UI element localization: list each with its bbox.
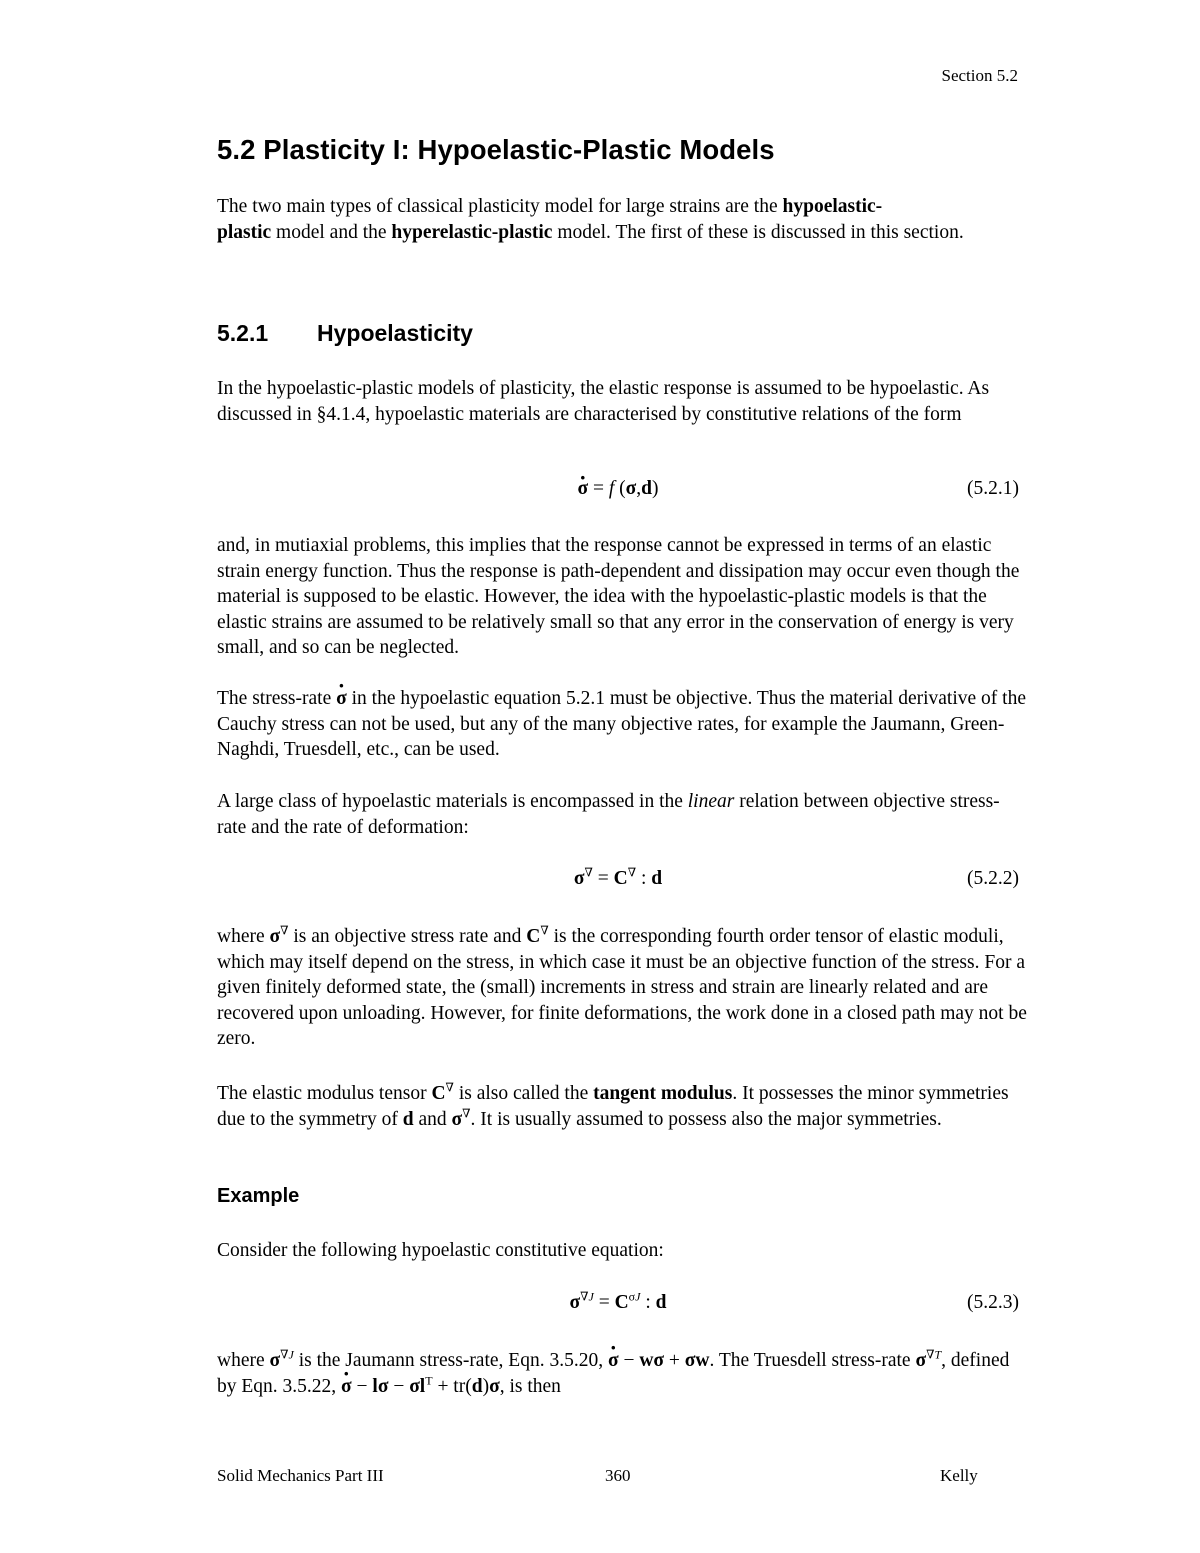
equation-number: (5.2.2)	[967, 868, 1019, 889]
paragraph-3: The stress-rate · σ in the hypoelastic equation 5.2.1 must be objective. Thus the material derivative of the Cauchy stress can not be used, but any of the many objective rates, for example the Jaumann, Green-Naghdi, Truesdell, etc., can be used.	[217, 686, 1027, 763]
equation-expression: · σ = f (σ,d)	[217, 478, 1019, 500]
paragraph-6: The elastic modulus tensor C∇ is also called the tangent modulus. It possesses the minor symmetries due to the symmetry of d and σ∇. It is usually assumed to possess also the major symmetries.	[217, 1080, 1009, 1130]
equation-number: (5.2.1)	[967, 478, 1019, 499]
subsection-heading	[217, 320, 473, 347]
page-number: 360	[605, 1466, 631, 1485]
subsection-number: 5.2.1	[217, 320, 269, 346]
equation-5-2-1	[217, 478, 1019, 506]
paragraph-4: A large class of hypoelastic materials is encompassed in the linear relation between objective stress-rate and the rate of deformation:	[217, 791, 1000, 838]
equation-expression: σ∇ = C∇ : d	[573, 865, 663, 889]
footer-left: Solid Mechanics Part III	[217, 1466, 384, 1485]
paragraph-1: In the hypoelastic-plastic models of plasticity, the elastic response is assumed to be hypoelastic. As discussed in §4.1.4, hypoelastic materials are characterised by constitutive relations of the form	[217, 378, 990, 425]
running-header: Section 5.2	[941, 66, 1018, 85]
equation-5-2-2	[217, 865, 1019, 896]
paragraph-7: Consider the following hypoelastic constitutive equation:	[217, 1240, 664, 1261]
intro-paragraph: The two main types of classical plasticity model for large strains are the hypoelastic- plastic model and the hyperelastic-plastic model. The first of these is discussed in this section.	[217, 196, 964, 243]
equation-number: (5.2.3)	[967, 1292, 1019, 1313]
section-title: 5.2 Plasticity I: Hypoelastic-Plastic Models	[217, 134, 775, 165]
subsection-title: Hypoelasticity	[317, 320, 473, 346]
equation-expression: $\sigma^{\nabla J} = C^{\sigma J}$ : d	[569, 1289, 667, 1313]
paragraph-5: where σ∇ is an objective stress rate and C∇ is the corresponding fourth order tensor of elastic moduli, which may itself depend on the stress, in which case it must be an objective function of the stress. For a given finitely deformed state, the (small) increments in stress and strain are linearly related and are recovered upon unloading. However, for finite deformations, the work done in a closed path may not be zero.	[217, 923, 1027, 1049]
paragraph-2: and, in mutiaxial problems, this implies that the response cannot be expressed in terms of an elastic strain energy function. Thus the response is path-dependent and dissipation may occur even though the material is supposed to be elastic. However, the idea with the hypoelastic-plastic models is that the elastic strains are assumed to be relatively small so that any error in the conservation of energy is very small, and so can be neglected.	[217, 535, 1020, 658]
equation-5-2-3	[217, 1289, 1019, 1320]
example-heading: Example	[217, 1185, 300, 1207]
paragraph-8: where $\sigma^{\nabla J}$ is the Jaumann stress-rate, Eqn. 3.5.20, · σ − wσ + σw. The Truesdell stress-rate $\sigma^{\nabla T}$, defined by Eqn. 3.5.22, · $\sigma - l\sigma - \sigma l^T + tr(d)\sigma$, is then	[217, 1348, 1027, 1399]
footer-right: Kelly	[940, 1466, 978, 1485]
